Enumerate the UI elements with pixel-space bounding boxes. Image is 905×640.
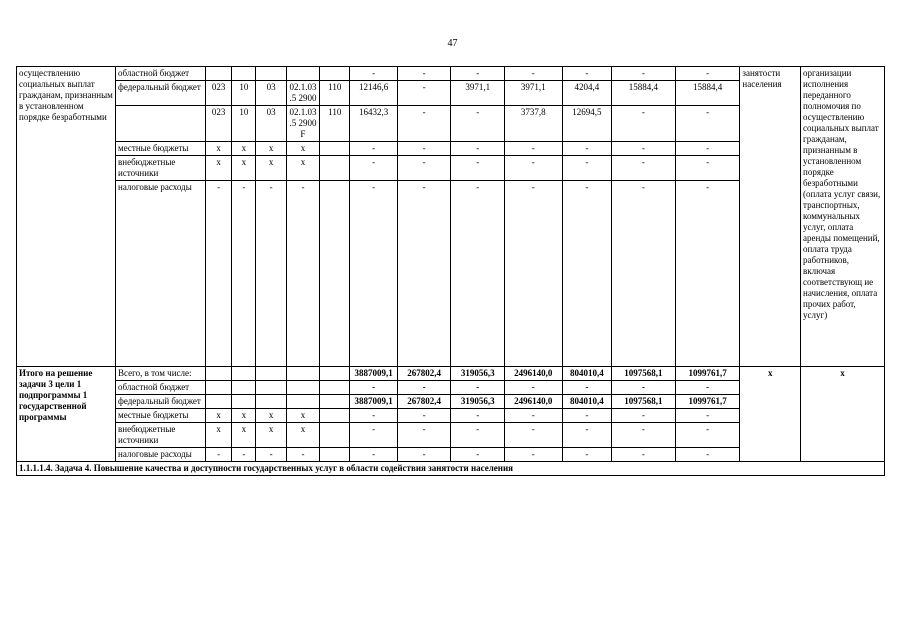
code-cell: - bbox=[256, 181, 286, 367]
value-cell: - bbox=[562, 448, 612, 462]
measure-name-cell: Итого на решение задачи 3 цели 1 подпрограммы 1 государственной программы bbox=[17, 367, 116, 462]
value-cell: - bbox=[505, 381, 563, 395]
task-heading-row bbox=[17, 462, 885, 476]
value-cell: - bbox=[397, 423, 451, 448]
value-cell: - bbox=[612, 106, 676, 142]
code-cell: х bbox=[256, 142, 286, 156]
value-cell: 3887009,1 bbox=[350, 395, 397, 409]
value-cell: - bbox=[675, 67, 740, 81]
value-cell: - bbox=[675, 423, 740, 448]
code-cell: - bbox=[205, 181, 231, 367]
value-cell: 3887009,1 bbox=[350, 367, 397, 381]
code-cell bbox=[286, 367, 319, 381]
value-cell: - bbox=[350, 67, 397, 81]
code-cell: х bbox=[286, 423, 319, 448]
code-cell bbox=[320, 381, 350, 395]
value-cell: - bbox=[397, 142, 451, 156]
value-cell: 267802,4 bbox=[397, 395, 451, 409]
code-cell: х bbox=[232, 409, 256, 423]
code-cell: х bbox=[286, 156, 319, 181]
value-cell: 319056,3 bbox=[451, 367, 505, 381]
code-cell: 110 bbox=[320, 106, 350, 142]
source-cell bbox=[116, 106, 206, 142]
executor-cell: х bbox=[740, 367, 801, 462]
value-cell: 15884,4 bbox=[612, 81, 676, 106]
value-cell: - bbox=[397, 67, 451, 81]
code-cell: х bbox=[232, 423, 256, 448]
measure-name-cell: осуществлению социальных выплат гражданам, признанным в установленном порядке безработными bbox=[17, 67, 116, 367]
code-cell: х bbox=[256, 409, 286, 423]
code-cell: 10 bbox=[232, 106, 256, 142]
code-cell: - bbox=[286, 448, 319, 462]
value-cell: - bbox=[612, 142, 676, 156]
code-cell: х bbox=[205, 156, 231, 181]
value-cell: 3737,8 bbox=[505, 106, 563, 142]
code-cell: - bbox=[205, 448, 231, 462]
value-cell: 12146,6 bbox=[350, 81, 397, 106]
value-cell: - bbox=[350, 381, 397, 395]
value-cell: - bbox=[562, 409, 612, 423]
task-heading: 1.1.1.1.4. Задача 4. Повышение качества и доступности государственных услуг в области содействия занятости населения bbox=[17, 462, 885, 476]
source-cell: местные бюджеты bbox=[116, 142, 206, 156]
value-cell: - bbox=[350, 181, 397, 367]
page-number: 47 bbox=[447, 38, 458, 49]
value-cell: - bbox=[397, 181, 451, 367]
source-cell: федеральный бюджет bbox=[116, 81, 206, 106]
value-cell: - bbox=[397, 381, 451, 395]
value-cell: - bbox=[397, 81, 451, 106]
value-cell: 1097568,1 bbox=[612, 395, 676, 409]
source-cell: местные бюджеты bbox=[116, 409, 206, 423]
code-cell bbox=[205, 367, 231, 381]
value-cell: 2496140,0 bbox=[505, 367, 563, 381]
value-cell: - bbox=[675, 156, 740, 181]
value-cell: - bbox=[451, 156, 505, 181]
value-cell: - bbox=[612, 423, 676, 448]
source-cell: внебюджетные источники bbox=[116, 156, 206, 181]
value-cell: - bbox=[675, 381, 740, 395]
code-cell: 02.1.03.5 2900 bbox=[286, 81, 319, 106]
value-cell: - bbox=[451, 423, 505, 448]
table-row bbox=[17, 367, 885, 381]
value-cell: - bbox=[612, 409, 676, 423]
code-cell bbox=[232, 67, 256, 81]
description-cell: организации исполнения переданного полномочия по осуществлению социальных выплат гражданам, признанным в установленном порядке безработными (оплата услуг связи, транспортных, коммунальных услуг, оплата аренды помещений, оплата труда работников, включая соответствующ ие начисления, оплата прочих работ, услуг) bbox=[801, 67, 885, 367]
value-cell: - bbox=[350, 409, 397, 423]
value-cell: - bbox=[612, 181, 676, 367]
code-cell bbox=[320, 142, 350, 156]
value-cell: - bbox=[675, 142, 740, 156]
source-cell: внебюджетные источники bbox=[116, 423, 206, 448]
code-cell: 02.1.03.5 2900 F bbox=[286, 106, 319, 142]
code-cell bbox=[320, 409, 350, 423]
code-cell: х bbox=[205, 142, 231, 156]
code-cell bbox=[256, 67, 286, 81]
code-cell: х bbox=[205, 409, 231, 423]
value-cell: 12694,5 bbox=[562, 106, 612, 142]
code-cell bbox=[320, 423, 350, 448]
code-cell: х bbox=[256, 156, 286, 181]
value-cell: 267802,4 bbox=[397, 367, 451, 381]
value-cell: 1097568,1 bbox=[612, 367, 676, 381]
code-cell: 10 bbox=[232, 81, 256, 106]
value-cell: - bbox=[397, 409, 451, 423]
value-cell: 3971,1 bbox=[451, 81, 505, 106]
value-cell: - bbox=[562, 67, 612, 81]
value-cell: - bbox=[397, 156, 451, 181]
value-cell: - bbox=[505, 156, 563, 181]
code-cell bbox=[286, 381, 319, 395]
value-cell: - bbox=[562, 181, 612, 367]
code-cell: 023 bbox=[205, 81, 231, 106]
value-cell: 3971,1 bbox=[505, 81, 563, 106]
code-cell bbox=[256, 395, 286, 409]
code-cell bbox=[232, 381, 256, 395]
value-cell: - bbox=[612, 448, 676, 462]
value-cell: - bbox=[675, 448, 740, 462]
value-cell: - bbox=[350, 156, 397, 181]
code-cell: - bbox=[232, 181, 256, 367]
code-cell bbox=[232, 367, 256, 381]
value-cell: - bbox=[612, 67, 676, 81]
value-cell: 804010,4 bbox=[562, 395, 612, 409]
value-cell: - bbox=[397, 448, 451, 462]
value-cell: - bbox=[451, 181, 505, 367]
value-cell: - bbox=[451, 142, 505, 156]
code-cell: - bbox=[256, 448, 286, 462]
code-cell bbox=[205, 395, 231, 409]
value-cell: - bbox=[451, 67, 505, 81]
value-cell: - bbox=[350, 423, 397, 448]
value-cell: - bbox=[505, 423, 563, 448]
value-cell: - bbox=[612, 381, 676, 395]
value-cell: - bbox=[505, 409, 563, 423]
code-cell bbox=[320, 67, 350, 81]
code-cell bbox=[256, 367, 286, 381]
code-cell bbox=[320, 395, 350, 409]
value-cell: - bbox=[350, 448, 397, 462]
code-cell: х bbox=[286, 409, 319, 423]
code-cell bbox=[205, 67, 231, 81]
code-cell: 110 bbox=[320, 81, 350, 106]
source-cell: областной бюджет bbox=[116, 381, 206, 395]
code-cell: 023 bbox=[205, 106, 231, 142]
value-cell: 1099761,7 bbox=[675, 395, 740, 409]
value-cell: 2496140,0 bbox=[505, 395, 563, 409]
value-cell: - bbox=[505, 448, 563, 462]
value-cell: - bbox=[505, 67, 563, 81]
value-cell: 319056,3 bbox=[451, 395, 505, 409]
code-cell: х bbox=[286, 142, 319, 156]
source-cell: налоговые расходы bbox=[116, 181, 206, 367]
executor-cell: занятости населения bbox=[740, 67, 801, 367]
code-cell: - bbox=[286, 181, 319, 367]
value-cell: - bbox=[675, 409, 740, 423]
value-cell: - bbox=[397, 106, 451, 142]
code-cell: - bbox=[232, 448, 256, 462]
code-cell: 03 bbox=[256, 106, 286, 142]
source-cell: федеральный бюджет bbox=[116, 395, 206, 409]
value-cell: - bbox=[562, 381, 612, 395]
source-cell: налоговые расходы bbox=[116, 448, 206, 462]
value-cell: - bbox=[505, 181, 563, 367]
code-cell: х bbox=[205, 423, 231, 448]
code-cell bbox=[320, 367, 350, 381]
value-cell: - bbox=[562, 142, 612, 156]
source-cell: областной бюджет bbox=[116, 67, 206, 81]
code-cell bbox=[256, 381, 286, 395]
value-cell: - bbox=[451, 448, 505, 462]
source-cell: Всего, в том числе: bbox=[116, 367, 206, 381]
value-cell: - bbox=[451, 409, 505, 423]
value-cell: 804010,4 bbox=[562, 367, 612, 381]
code-cell bbox=[232, 395, 256, 409]
description-cell: х bbox=[801, 367, 885, 462]
budget-table bbox=[16, 66, 885, 476]
code-cell bbox=[205, 381, 231, 395]
value-cell: - bbox=[612, 156, 676, 181]
value-cell: - bbox=[562, 423, 612, 448]
value-cell: 16432,3 bbox=[350, 106, 397, 142]
code-cell bbox=[320, 156, 350, 181]
code-cell bbox=[286, 395, 319, 409]
value-cell: - bbox=[505, 142, 563, 156]
value-cell: 1099761,7 bbox=[675, 367, 740, 381]
value-cell: - bbox=[675, 106, 740, 142]
code-cell: х bbox=[232, 156, 256, 181]
value-cell: - bbox=[562, 156, 612, 181]
value-cell: - bbox=[675, 181, 740, 367]
code-cell bbox=[320, 448, 350, 462]
value-cell: 15884,4 bbox=[675, 81, 740, 106]
code-cell bbox=[320, 181, 350, 367]
code-cell: х bbox=[232, 142, 256, 156]
code-cell: 03 bbox=[256, 81, 286, 106]
value-cell: 4204,4 bbox=[562, 81, 612, 106]
value-cell: - bbox=[350, 142, 397, 156]
code-cell: х bbox=[256, 423, 286, 448]
value-cell: - bbox=[451, 106, 505, 142]
value-cell: - bbox=[451, 381, 505, 395]
code-cell bbox=[286, 67, 319, 81]
table-row bbox=[17, 67, 885, 81]
